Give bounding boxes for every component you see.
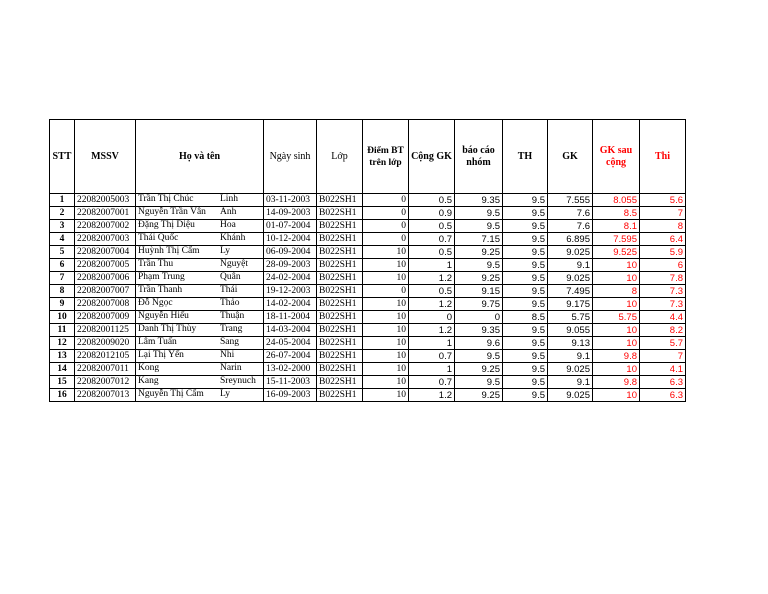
cell-stt[interactable]: 6 xyxy=(50,259,75,272)
cell-birth-date[interactable]: 16-09-2003 xyxy=(264,389,317,402)
cell-practice[interactable]: 9.5 xyxy=(503,337,548,350)
cell-practice[interactable]: 9.5 xyxy=(503,324,548,337)
cell-midterm-after-bonus[interactable]: 5.75 xyxy=(593,311,640,324)
header-full-name[interactable]: Họ và tên xyxy=(136,120,264,194)
cell-practice[interactable]: 9.5 xyxy=(503,389,548,402)
given-name-text: Thuận xyxy=(220,311,245,321)
cell-stt[interactable]: 9 xyxy=(50,298,75,311)
cell-class[interactable]: B022SH1 xyxy=(317,337,363,350)
cell-exercise-score[interactable]: 0 xyxy=(363,285,409,298)
cell-group-report[interactable]: 7.15 xyxy=(455,233,503,246)
cell-class[interactable]: B022SH1 xyxy=(317,298,363,311)
cell-exam[interactable]: 5.7 xyxy=(640,337,686,350)
cell-exam[interactable]: 6.3 xyxy=(640,389,686,402)
cell-practice[interactable]: 9.5 xyxy=(503,363,548,376)
cell-midterm[interactable]: 9.1 xyxy=(548,376,593,389)
table-row xyxy=(50,246,686,259)
cell-full-name[interactable] xyxy=(136,272,264,285)
cell-midterm[interactable]: 9.025 xyxy=(548,363,593,376)
cell-birth-date[interactable]: 14-09-2003 xyxy=(264,207,317,220)
surname-text: Thái Quốc xyxy=(138,233,179,243)
cell-exercise-score[interactable]: 10 xyxy=(363,324,409,337)
cell-midterm[interactable]: 9.175 xyxy=(548,298,593,311)
cell-midterm-after-bonus[interactable]: 10 xyxy=(593,389,640,402)
cell-exercise-score[interactable]: 10 xyxy=(363,259,409,272)
cell-class[interactable]: B022SH1 xyxy=(317,376,363,389)
cell-practice[interactable]: 9.5 xyxy=(503,259,548,272)
cell-exercise-score[interactable]: 10 xyxy=(363,298,409,311)
cell-exercise-score[interactable]: 10 xyxy=(363,389,409,402)
cell-midterm-bonus[interactable]: 1.2 xyxy=(409,298,455,311)
table-row xyxy=(50,298,686,311)
cell-group-report[interactable]: 9.6 xyxy=(455,337,503,350)
cell-exam[interactable]: 8 xyxy=(640,220,686,233)
cell-mssv[interactable]: 22082007008 xyxy=(75,298,136,311)
header-exercise-score[interactable]: Điểm BT trên lớp xyxy=(363,120,409,194)
cell-midterm-bonus[interactable]: 0.5 xyxy=(409,285,455,298)
cell-group-report[interactable]: 9.25 xyxy=(455,272,503,285)
cell-midterm-after-bonus[interactable]: 10 xyxy=(593,363,640,376)
cell-exercise-score[interactable]: 10 xyxy=(363,272,409,285)
cell-class[interactable]: B022SH1 xyxy=(317,285,363,298)
cell-full-name[interactable] xyxy=(136,259,264,272)
table-row xyxy=(50,207,686,220)
cell-midterm-bonus[interactable]: 0.5 xyxy=(409,194,455,207)
cell-midterm[interactable]: 7.555 xyxy=(548,194,593,207)
cell-midterm-bonus[interactable]: 1.2 xyxy=(409,389,455,402)
cell-mssv[interactable]: 22082007013 xyxy=(75,389,136,402)
header-stt[interactable]: STT xyxy=(50,120,75,194)
cell-group-report[interactable]: 9.35 xyxy=(455,324,503,337)
surname-text: Kong xyxy=(138,363,160,373)
cell-stt[interactable]: 15 xyxy=(50,376,75,389)
surname-text: Kang xyxy=(138,376,159,386)
cell-mssv[interactable]: 22082007004 xyxy=(75,246,136,259)
cell-mssv[interactable]: 22082001125 xyxy=(75,324,136,337)
cell-midterm[interactable]: 9.13 xyxy=(548,337,593,350)
cell-stt[interactable]: 4 xyxy=(50,233,75,246)
cell-exam[interactable]: 7 xyxy=(640,350,686,363)
header-class[interactable]: Lớp xyxy=(317,120,363,194)
cell-mssv[interactable]: 22082007012 xyxy=(75,376,136,389)
cell-stt[interactable]: 5 xyxy=(50,246,75,259)
cell-midterm-after-bonus[interactable]: 10 xyxy=(593,298,640,311)
cell-midterm-bonus[interactable]: 0.7 xyxy=(409,376,455,389)
cell-stt[interactable]: 7 xyxy=(50,272,75,285)
cell-midterm-after-bonus[interactable]: 9.8 xyxy=(593,350,640,363)
cell-full-name[interactable] xyxy=(136,337,264,350)
given-name-text: Hoa xyxy=(220,220,236,230)
cell-exam[interactable]: 4.4 xyxy=(640,311,686,324)
cell-midterm-after-bonus[interactable]: 9.525 xyxy=(593,246,640,259)
header-midterm[interactable]: GK xyxy=(548,120,593,194)
cell-midterm-bonus[interactable]: 1 xyxy=(409,337,455,350)
cell-full-name[interactable] xyxy=(136,220,264,233)
cell-full-name[interactable] xyxy=(136,298,264,311)
cell-stt[interactable]: 12 xyxy=(50,337,75,350)
cell-midterm-bonus[interactable]: 0.5 xyxy=(409,220,455,233)
surname-text: Trần Thị Chúc xyxy=(138,194,194,204)
cell-birth-date[interactable]: 14-02-2004 xyxy=(264,298,317,311)
cell-class[interactable]: B022SH1 xyxy=(317,220,363,233)
given-name-text: Nguyệt xyxy=(220,259,248,269)
cell-group-report[interactable]: 9.5 xyxy=(455,220,503,233)
cell-birth-date[interactable]: 24-02-2004 xyxy=(264,272,317,285)
given-name-text: Khánh xyxy=(220,233,246,243)
header-birth-date[interactable]: Ngày sinh xyxy=(264,120,317,194)
cell-birth-date[interactable]: 03-11-2003 xyxy=(264,194,317,207)
surname-text: Lâm Tuấn xyxy=(138,337,177,347)
cell-midterm-bonus[interactable]: 0.5 xyxy=(409,246,455,259)
cell-midterm-after-bonus[interactable]: 9.8 xyxy=(593,376,640,389)
surname-text: Trần Thanh xyxy=(138,285,183,295)
cell-stt[interactable]: 10 xyxy=(50,311,75,324)
cell-practice[interactable]: 9.5 xyxy=(503,207,548,220)
cell-class[interactable]: B022SH1 xyxy=(317,324,363,337)
cell-practice[interactable]: 9.5 xyxy=(503,298,548,311)
cell-full-name[interactable] xyxy=(136,389,264,402)
cell-birth-date[interactable]: 14-03-2004 xyxy=(264,324,317,337)
cell-midterm[interactable]: 9.1 xyxy=(548,259,593,272)
cell-midterm[interactable]: 7.6 xyxy=(548,220,593,233)
cell-full-name[interactable] xyxy=(136,350,264,363)
cell-birth-date[interactable]: 10-12-2004 xyxy=(264,233,317,246)
cell-birth-date[interactable]: 18-11-2004 xyxy=(264,311,317,324)
given-name-text: Anh xyxy=(220,207,237,217)
cell-exam[interactable]: 5.9 xyxy=(640,246,686,259)
cell-full-name[interactable] xyxy=(136,233,264,246)
cell-stt[interactable]: 8 xyxy=(50,285,75,298)
cell-class[interactable]: B022SH1 xyxy=(317,350,363,363)
cell-stt[interactable]: 16 xyxy=(50,389,75,402)
cell-group-report[interactable]: 9.25 xyxy=(455,389,503,402)
cell-full-name[interactable] xyxy=(136,285,264,298)
cell-midterm[interactable]: 9.025 xyxy=(548,389,593,402)
cell-practice[interactable]: 9.5 xyxy=(503,194,548,207)
cell-midterm-after-bonus[interactable]: 8.055 xyxy=(593,194,640,207)
table-row xyxy=(50,376,686,389)
cell-midterm-bonus[interactable]: 1.2 xyxy=(409,324,455,337)
given-name-text: Sreynuch xyxy=(220,376,256,386)
cell-practice[interactable]: 8.5 xyxy=(503,311,548,324)
cell-group-report[interactable]: 9.5 xyxy=(455,259,503,272)
cell-stt[interactable]: 11 xyxy=(50,324,75,337)
cell-group-report[interactable]: 9.35 xyxy=(455,194,503,207)
cell-mssv[interactable]: 22082007005 xyxy=(75,259,136,272)
cell-midterm-bonus[interactable]: 0.7 xyxy=(409,350,455,363)
cell-birth-date[interactable]: 26-07-2004 xyxy=(264,350,317,363)
grade-table xyxy=(49,119,686,402)
cell-exercise-score[interactable]: 10 xyxy=(363,376,409,389)
cell-birth-date[interactable]: 01-07-2004 xyxy=(264,220,317,233)
cell-midterm-bonus[interactable]: 1 xyxy=(409,259,455,272)
cell-exercise-score[interactable]: 0 xyxy=(363,220,409,233)
cell-exercise-score[interactable]: 10 xyxy=(363,337,409,350)
cell-exam[interactable]: 7.3 xyxy=(640,285,686,298)
table-row xyxy=(50,311,686,324)
cell-midterm-after-bonus[interactable]: 10 xyxy=(593,324,640,337)
cell-midterm[interactable]: 9.025 xyxy=(548,246,593,259)
given-name-text: Linh xyxy=(220,194,238,204)
cell-birth-date[interactable]: 19-12-2003 xyxy=(264,285,317,298)
given-name-text: Ly xyxy=(220,389,231,399)
cell-exam[interactable]: 6.4 xyxy=(640,233,686,246)
cell-practice[interactable]: 9.5 xyxy=(503,285,548,298)
header-practice[interactable]: TH xyxy=(503,120,548,194)
cell-mssv[interactable]: 22082007006 xyxy=(75,272,136,285)
cell-midterm-bonus[interactable]: 1 xyxy=(409,363,455,376)
cell-stt[interactable]: 13 xyxy=(50,350,75,363)
given-name-text: Narin xyxy=(220,363,242,373)
table-row xyxy=(50,389,686,402)
surname-text: Huỳnh Thị Cẩm xyxy=(138,246,200,256)
surname-text: Đặng Thị Diệu xyxy=(138,220,195,230)
cell-exercise-score[interactable]: 0 xyxy=(363,233,409,246)
surname-text: Nguyễn Trần Vân xyxy=(138,207,206,217)
header-exam[interactable]: Thi xyxy=(640,120,686,194)
given-name-text: Quân xyxy=(220,272,241,282)
surname-text: Danh Thị Thùy xyxy=(138,324,197,334)
cell-class[interactable]: B022SH1 xyxy=(317,246,363,259)
cell-birth-date[interactable]: 24-05-2004 xyxy=(264,337,317,350)
cell-birth-date[interactable]: 13-02-2000 xyxy=(264,363,317,376)
surname-text: Phạm Trung xyxy=(138,272,185,282)
table-row xyxy=(50,324,686,337)
cell-mssv[interactable]: 22082009020 xyxy=(75,337,136,350)
cell-mssv[interactable]: 22082012105 xyxy=(75,350,136,363)
cell-practice[interactable]: 9.5 xyxy=(503,376,548,389)
cell-stt[interactable]: 3 xyxy=(50,220,75,233)
cell-midterm-after-bonus[interactable]: 10 xyxy=(593,272,640,285)
surname-text: Trần Thu xyxy=(138,259,174,269)
table-row xyxy=(50,220,686,233)
cell-class[interactable]: B022SH1 xyxy=(317,389,363,402)
table-body xyxy=(50,194,686,402)
given-name-text: Trang xyxy=(220,324,243,334)
cell-midterm-bonus[interactable]: 0 xyxy=(409,311,455,324)
cell-group-report[interactable]: 0 xyxy=(455,311,503,324)
cell-class[interactable]: B022SH1 xyxy=(317,233,363,246)
cell-practice[interactable]: 9.5 xyxy=(503,350,548,363)
cell-exam[interactable]: 4.1 xyxy=(640,363,686,376)
cell-practice[interactable]: 9.5 xyxy=(503,246,548,259)
cell-exercise-score[interactable]: 0 xyxy=(363,194,409,207)
given-name-text: Nhi xyxy=(220,350,235,360)
table-row xyxy=(50,272,686,285)
surname-text: Nguyễn Hiếu xyxy=(138,311,189,321)
cell-midterm[interactable]: 6.895 xyxy=(548,233,593,246)
cell-class[interactable]: B022SH1 xyxy=(317,311,363,324)
header-mssv[interactable]: MSSV xyxy=(75,120,136,194)
cell-midterm[interactable]: 9.1 xyxy=(548,350,593,363)
cell-exam[interactable]: 6 xyxy=(640,259,686,272)
header-group-report[interactable]: báo cáo nhóm xyxy=(455,120,503,194)
cell-exam[interactable]: 7 xyxy=(640,207,686,220)
cell-midterm-after-bonus[interactable]: 10 xyxy=(593,259,640,272)
cell-stt[interactable]: 1 xyxy=(50,194,75,207)
cell-midterm[interactable]: 5.75 xyxy=(548,311,593,324)
cell-mssv[interactable]: 22082007009 xyxy=(75,311,136,324)
cell-full-name[interactable] xyxy=(136,363,264,376)
cell-practice[interactable]: 9.5 xyxy=(503,220,548,233)
cell-midterm-bonus[interactable]: 0.7 xyxy=(409,233,455,246)
cell-class[interactable]: B022SH1 xyxy=(317,194,363,207)
cell-group-report[interactable]: 9.5 xyxy=(455,207,503,220)
cell-mssv[interactable]: 22082007007 xyxy=(75,285,136,298)
table-row xyxy=(50,285,686,298)
cell-exam[interactable]: 5.6 xyxy=(640,194,686,207)
cell-group-report[interactable]: 9.75 xyxy=(455,298,503,311)
table-row xyxy=(50,337,686,350)
table-row xyxy=(50,194,686,207)
surname-text: Nguyễn Thị Cẩm xyxy=(138,389,204,399)
cell-full-name[interactable] xyxy=(136,311,264,324)
cell-group-report[interactable]: 9.5 xyxy=(455,376,503,389)
given-name-text: Thái xyxy=(220,285,238,295)
cell-midterm[interactable]: 9.055 xyxy=(548,324,593,337)
cell-exam[interactable]: 7.8 xyxy=(640,272,686,285)
cell-class[interactable]: B022SH1 xyxy=(317,207,363,220)
cell-stt[interactable]: 14 xyxy=(50,363,75,376)
surname-text: Lại Thị Yến xyxy=(138,350,184,360)
cell-birth-date[interactable]: 06-09-2004 xyxy=(264,246,317,259)
cell-mssv[interactable]: 22082007011 xyxy=(75,363,136,376)
given-name-text: Ly xyxy=(220,246,231,256)
cell-class[interactable]: B022SH1 xyxy=(317,259,363,272)
cell-exercise-score[interactable]: 0 xyxy=(363,207,409,220)
cell-midterm-bonus[interactable]: 0.9 xyxy=(409,207,455,220)
cell-full-name[interactable] xyxy=(136,207,264,220)
cell-midterm[interactable]: 9.025 xyxy=(548,272,593,285)
cell-midterm-bonus[interactable]: 1.2 xyxy=(409,272,455,285)
cell-group-report[interactable]: 9.25 xyxy=(455,246,503,259)
cell-class[interactable]: B022SH1 xyxy=(317,363,363,376)
table-row xyxy=(50,259,686,272)
cell-stt[interactable]: 2 xyxy=(50,207,75,220)
cell-full-name[interactable] xyxy=(136,194,264,207)
cell-exercise-score[interactable]: 10 xyxy=(363,311,409,324)
cell-mssv[interactable]: 22082005003 xyxy=(75,194,136,207)
cell-birth-date[interactable]: 28-09-2003 xyxy=(264,259,317,272)
cell-class[interactable]: B022SH1 xyxy=(317,272,363,285)
cell-full-name[interactable] xyxy=(136,376,264,389)
header-midterm-bonus[interactable]: Cộng GK xyxy=(409,120,455,194)
cell-exam[interactable]: 6.3 xyxy=(640,376,686,389)
cell-midterm-after-bonus[interactable]: 7.595 xyxy=(593,233,640,246)
cell-mssv[interactable]: 22082007002 xyxy=(75,220,136,233)
cell-mssv[interactable]: 22082007001 xyxy=(75,207,136,220)
cell-full-name[interactable] xyxy=(136,246,264,259)
given-name-text: Sang xyxy=(220,337,239,347)
cell-exam[interactable]: 7.3 xyxy=(640,298,686,311)
cell-practice[interactable]: 9.5 xyxy=(503,233,548,246)
cell-midterm-after-bonus[interactable]: 8.5 xyxy=(593,207,640,220)
table-row xyxy=(50,363,686,376)
cell-exam[interactable]: 8.2 xyxy=(640,324,686,337)
cell-midterm-after-bonus[interactable]: 10 xyxy=(593,337,640,350)
cell-midterm-after-bonus[interactable]: 8.1 xyxy=(593,220,640,233)
cell-exercise-score[interactable]: 10 xyxy=(363,350,409,363)
surname-text: Đỗ Ngọc xyxy=(138,298,173,308)
cell-mssv[interactable]: 22082007003 xyxy=(75,233,136,246)
cell-midterm[interactable]: 7.6 xyxy=(548,207,593,220)
cell-midterm[interactable]: 7.495 xyxy=(548,285,593,298)
cell-group-report[interactable]: 9.5 xyxy=(455,350,503,363)
table-row xyxy=(50,350,686,363)
cell-group-report[interactable]: 9.25 xyxy=(455,363,503,376)
table-row xyxy=(50,233,686,246)
cell-group-report[interactable]: 9.15 xyxy=(455,285,503,298)
cell-full-name[interactable] xyxy=(136,324,264,337)
cell-exercise-score[interactable]: 10 xyxy=(363,363,409,376)
cell-practice[interactable]: 9.5 xyxy=(503,272,548,285)
header-row xyxy=(50,120,686,194)
cell-birth-date[interactable]: 15-11-2003 xyxy=(264,376,317,389)
cell-exercise-score[interactable]: 10 xyxy=(363,246,409,259)
given-name-text: Thảo xyxy=(220,298,240,308)
cell-midterm-after-bonus[interactable]: 8 xyxy=(593,285,640,298)
header-midterm-after-bonus[interactable]: GK sau cộng xyxy=(593,120,640,194)
